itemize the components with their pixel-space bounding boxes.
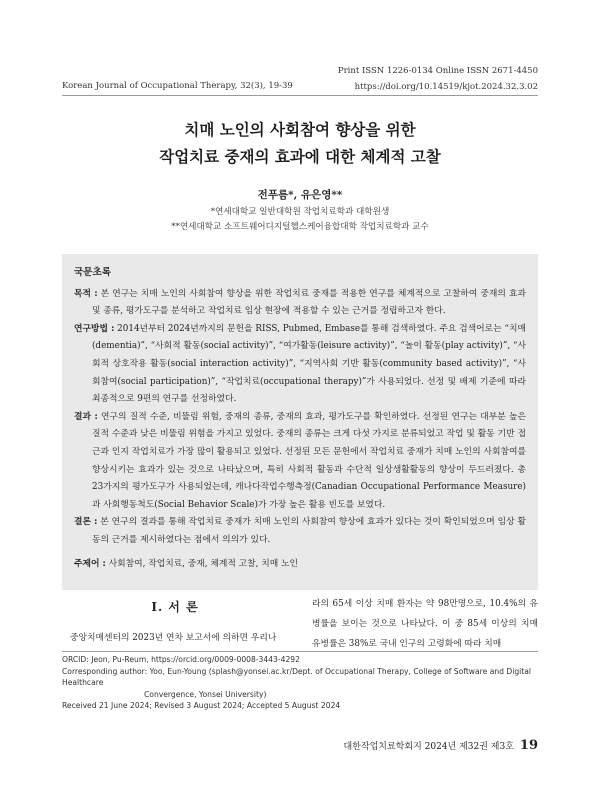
affiliations [0, 205, 600, 235]
abstract-methods [74, 321, 526, 409]
doi-line: https://doi.org/10.14519/kjot.2024.32.3.02 [354, 82, 538, 92]
journal-header-right [338, 65, 538, 94]
keywords-text: 사회참여, 작업치료, 중재, 체계적 고찰, 치매 노인 [108, 558, 299, 569]
abstract-results [74, 409, 526, 515]
title-line-2: 작업치료 중재의 효과에 대한 체계적 고찰 [159, 147, 441, 166]
orcid-note: ORCID: Jeon, Pu-Reum, https://orcid.org/0009-0008-3443-4292 [62, 655, 300, 664]
received-dates: Received 21 June 2024; Revised 3 August 2024; Accepted 5 August 2024 [62, 701, 341, 711]
abstract-heading: 국문초록 [74, 267, 112, 278]
journal-citation: Korean Journal of Occupational Therapy, 32(3), 19-39 [62, 81, 293, 91]
issn-line: Print ISSN 1226-0134 Online ISSN 2671-4450 [337, 66, 538, 76]
page-footer [344, 738, 538, 753]
page-number: 19 [519, 738, 538, 753]
affiliation-1: *연세대학교 일반대학원 작업치료학과 대학원생 [210, 207, 390, 217]
title-line-1: 치매 노인의 사회참여 향상을 위한 [184, 120, 416, 139]
footer-journal-name: 대한작업치료학회지 2024년 제32권 제3호 [343, 742, 514, 752]
abstract-conclusion [74, 514, 526, 549]
conclusion-label: 결론 : [74, 517, 98, 528]
corresponding-author-cont: Convergence, Yonsei University) [144, 689, 267, 699]
affiliation-2: **연세대학교 소프트웨어디지털헬스케어융합대학 작업치료학과 교수 [171, 222, 429, 232]
keywords-label: 주제어 : [74, 558, 106, 569]
footnote-divider [62, 651, 538, 652]
corresponding-author-note: Corresponding author: Yoo, Eun-Young (splash@yonsei.ac.kr/Dept. of Occupational Therapy, College of Software and Digital Healthcare [62, 666, 532, 688]
abstract-purpose [74, 286, 526, 321]
paper-title [0, 116, 600, 170]
intro-left-column: 중앙치매센터의 2023년 연차 보고서에 의하면 우리나 [70, 633, 277, 643]
header-divider [62, 95, 538, 96]
methods-label: 연구방법 : [74, 323, 115, 334]
korean-abstract-box [62, 254, 538, 590]
author-list: 전푸름*, 유은영** [257, 189, 343, 201]
methods-text: 2014년부터 2024년까지의 문헌을 RISS, Pubmed, Embase를 통해 검색하였다. 주요 검색어로는 “치매(dementia)”, “사회적 활동(social activity)”, “여가활동(leisure activity)”, “놀이 활동(play activity)”, “사회적 상호작용 활동(social interaction activity)”, “지역사회 기반 활동(community based activity)”, “사회참여(social participation)”, “작업치료(occupational therapy)”가 사용되었다. 선정 및 배제 기준에 따라 최종적으로 9편의 연구를 선정하였다. [92, 323, 526, 405]
section-heading-introduction: Ⅰ. 서 론 [151, 600, 199, 614]
results-text: 연구의 질적 수준, 비뚤림 위험, 중재의 종류, 중재의 효과, 평가도구를 확인하였다. 선정된 연구는 대부분 높은 질적 수준과 낮은 비뚤림 위험을 가지고 있었다. 중재의 종류는 크게 다섯 가지로 분류되었고 작업 및 활동 기반 접근과 인지 작업치료가 가장 많이 활용되고 있었다. 선정된 모든 문헌에서 작업치료 중재가 치매 노인의 사회참여를 향상시키는 효과가 있는 것으로 나타났으며, 특히 사회적 활동과 수단적 일상생활활동의 향상이 두드러졌다. 총 23가지의 평가도구가 사용되었는데, 캐나다작업수행측정(Canadian Occupational Performance Measure)과 사회행동척도(Social Behavior Scale)가 가장 높은 활용 빈도를 보였다. [92, 411, 526, 510]
purpose-text: 본 연구는 치매 노인의 사회참여 향상을 위한 작업치료 중재를 적용한 연구를 체계적으로 고찰하여 중재의 효과 및 종류, 평가도구를 분석하고 작업치료 임상 현장에 적용할 수 있는 근거를 정립하고자 한다. [92, 288, 526, 317]
footnotes [62, 654, 538, 712]
purpose-label: 목적 : [74, 288, 98, 299]
results-label: 결과 : [74, 411, 98, 422]
intro-right-column: 라의 65세 이상 치매 환자는 약 98만명으로, 10.4%의 유병률을 보이는 것으로 나타났다. 이 중 85세 이상의 치매 유병률은 38%로 국내 인구의 고령화에 따라 치매 [312, 599, 538, 649]
abstract-keywords [74, 556, 526, 574]
conclusion-text: 본 연구의 결과를 통해 작업치료 중재가 치매 노인의 사회참여 향상에 효과가 있다는 것이 확인되었으며 임상 활동의 근거를 제시하였다는 점에서 의의가 있다. [92, 517, 526, 545]
